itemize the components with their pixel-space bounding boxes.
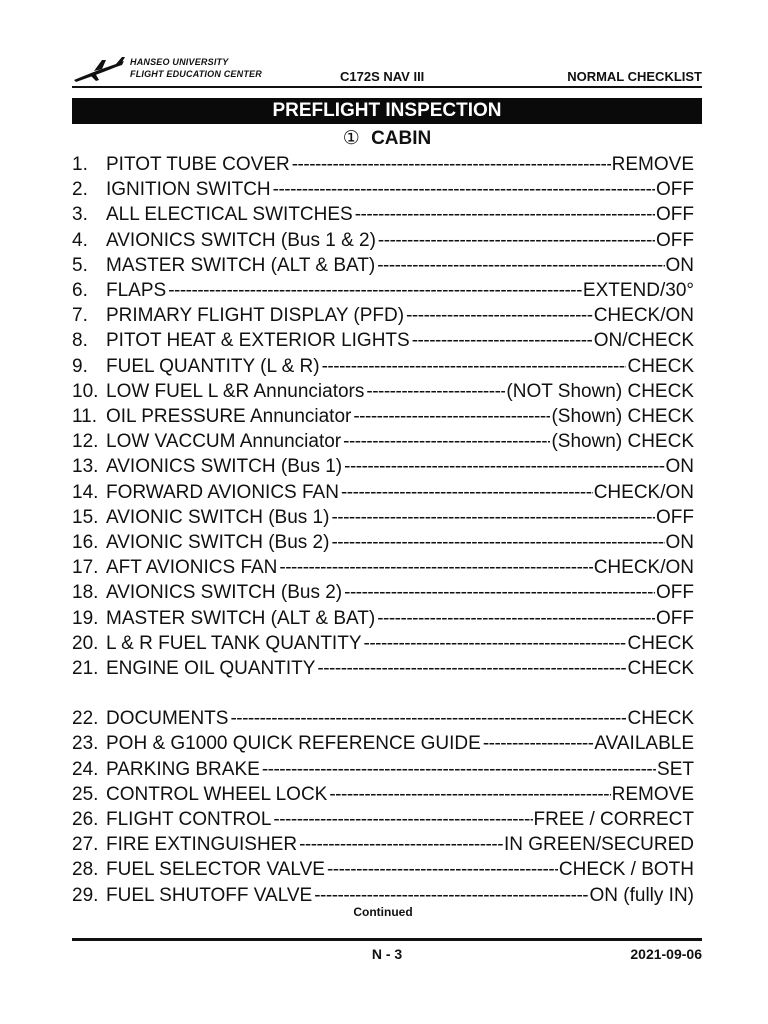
continued-note: Continued xyxy=(353,905,413,919)
item-label: AVIONICS SWITCH (Bus 1 & 2) xyxy=(106,229,376,251)
leader-dashes xyxy=(344,580,655,605)
item-action: ON xyxy=(665,532,694,553)
checklist-item xyxy=(72,832,694,857)
item-label: DOCUMENTS xyxy=(106,708,229,730)
leader-dashes xyxy=(343,429,550,454)
item-action: CHECK / BOTH xyxy=(558,859,694,881)
item-number: 12. xyxy=(72,431,99,453)
leader-dashes xyxy=(273,177,655,202)
leader-dashes xyxy=(355,202,655,227)
item-label: AVIONICS SWITCH (Bus 1) xyxy=(106,456,343,478)
header-divider xyxy=(72,86,702,88)
checklist-item xyxy=(72,857,694,882)
item-number: 2. xyxy=(72,179,88,201)
item-action: ON (fully IN) xyxy=(589,884,694,906)
item-number: 7. xyxy=(72,305,88,327)
item-number: 6. xyxy=(72,280,88,301)
checklist-item xyxy=(72,404,694,429)
checklist-item xyxy=(72,757,694,782)
item-label: IGNITION SWITCH xyxy=(106,179,271,201)
item-number: 15. xyxy=(72,506,99,528)
item-action: OFF xyxy=(656,179,694,201)
item-label: ENGINE OIL QUANTITY xyxy=(106,658,316,679)
section-banner: PREFLIGHT INSPECTION xyxy=(72,98,702,124)
item-number: 21. xyxy=(72,658,99,679)
page-header xyxy=(72,52,702,88)
checklist-item xyxy=(72,354,694,379)
leader-dashes xyxy=(279,555,592,580)
item-action: CHECK/ON xyxy=(593,557,694,579)
leader-dashes xyxy=(317,656,626,681)
checklist-item xyxy=(72,202,694,227)
checklist-item xyxy=(72,505,694,530)
leader-dashes xyxy=(364,631,627,656)
document-title: C172S NAV III xyxy=(340,69,425,84)
item-action: (Shown) CHECK xyxy=(551,431,694,453)
item-label: AVIONICS SWITCH (Bus 2) xyxy=(106,582,343,604)
leader-dashes xyxy=(329,782,610,807)
item-action: IN GREEN/SECURED xyxy=(503,834,694,856)
item-number: 11. xyxy=(72,406,98,427)
item-number: 19. xyxy=(72,607,99,629)
checklist-item xyxy=(72,782,694,807)
leader-dashes xyxy=(230,706,626,731)
item-number: 1. xyxy=(72,154,88,175)
checklist-item xyxy=(72,731,694,756)
item-action: AVAILABLE xyxy=(594,733,694,755)
leader-dashes xyxy=(406,303,593,328)
checklist-item xyxy=(72,530,694,555)
leader-dashes xyxy=(299,832,503,857)
checklist-item xyxy=(72,480,694,505)
item-label: AFT AVIONICS FAN xyxy=(106,557,278,579)
item-number: 29. xyxy=(72,884,99,906)
item-number: 23. xyxy=(72,733,99,755)
item-label: FUEL SELECTOR VALVE xyxy=(106,859,325,881)
item-action: CHECK/ON xyxy=(593,481,694,503)
leader-dashes xyxy=(366,379,505,404)
checklist-item xyxy=(72,278,694,303)
item-action: REMOVE xyxy=(611,783,694,805)
section-heading xyxy=(72,126,702,152)
item-number: 13. xyxy=(72,456,99,478)
item-label: PITOT TUBE COVER xyxy=(106,154,290,175)
item-action: FREE / CORRECT xyxy=(533,809,694,830)
document-type: NORMAL CHECKLIST xyxy=(567,69,702,84)
leader-dashes xyxy=(483,731,594,756)
airplane-logo-icon xyxy=(72,54,128,84)
item-action: REMOVE xyxy=(611,154,694,175)
leader-dashes xyxy=(314,883,588,908)
item-label: PITOT HEAT & EXTERIOR LIGHTS xyxy=(106,330,410,352)
leader-dashes xyxy=(322,354,627,379)
checklist-item xyxy=(72,228,694,253)
page-number: N - 3 xyxy=(371,946,403,962)
item-action: ON xyxy=(665,456,694,478)
item-label: LOW FUEL L &R Annunciators xyxy=(106,380,365,402)
org-name: HANSEO UNIVERSITY xyxy=(130,57,229,67)
checklist-item xyxy=(72,706,694,731)
item-action: (NOT Shown) CHECK xyxy=(506,380,694,402)
org-subname: FLIGHT EDUCATION CENTER xyxy=(130,69,262,79)
item-action: SET xyxy=(657,758,694,780)
item-action: (Shown) CHECK xyxy=(551,406,694,427)
item-number: 26. xyxy=(72,809,99,830)
item-label: LOW VACCUM Annunciator xyxy=(106,431,342,453)
checklist-item xyxy=(72,807,694,832)
item-number: 25. xyxy=(72,783,99,805)
item-action: OFF xyxy=(656,506,694,528)
item-number: 5. xyxy=(72,254,88,276)
leader-dashes xyxy=(331,530,664,555)
item-number: 4. xyxy=(72,229,88,251)
item-label: FLAPS xyxy=(106,280,167,301)
leader-dashes xyxy=(377,606,655,631)
item-label: CONTROL WHEEL LOCK xyxy=(106,783,328,805)
item-label: FUEL QUANTITY (L & R) xyxy=(106,355,320,377)
item-label: MASTER SWITCH (ALT & BAT) xyxy=(106,254,376,276)
checklist-item xyxy=(72,177,694,202)
item-number: 9. xyxy=(72,355,88,377)
item-action: OFF xyxy=(656,582,694,604)
item-action: OFF xyxy=(656,229,694,251)
section-marker: ① xyxy=(342,128,360,149)
item-action: CHECK xyxy=(627,658,694,679)
item-label: POH & G1000 QUICK REFERENCE GUIDE xyxy=(106,733,481,755)
item-number: 17. xyxy=(72,557,99,579)
checklist-item xyxy=(72,429,694,454)
checklist-item xyxy=(72,883,694,908)
leader-dashes xyxy=(168,278,582,303)
leader-dashes xyxy=(378,228,655,253)
leader-dashes xyxy=(292,152,611,177)
item-label: FIRE EXTINGUISHER xyxy=(106,834,298,856)
item-number: 16. xyxy=(72,532,99,553)
item-action: ON/CHECK xyxy=(593,330,694,352)
item-action: ON xyxy=(665,254,694,276)
section-title: CABIN xyxy=(371,128,432,149)
leader-dashes xyxy=(327,857,558,882)
item-number: 18. xyxy=(72,582,99,604)
item-label: AVIONIC SWITCH (Bus 1) xyxy=(106,506,330,528)
checklist-item xyxy=(72,253,694,278)
leader-dashes xyxy=(262,757,656,782)
checklist-item xyxy=(72,656,694,681)
checklist-item xyxy=(72,631,694,656)
leader-dashes xyxy=(353,404,550,429)
item-label: PARKING BRAKE xyxy=(106,758,260,780)
item-number: 14. xyxy=(72,481,99,503)
item-label: FLIGHT CONTROL xyxy=(106,809,272,830)
checklist-item xyxy=(72,152,694,177)
item-number: 8. xyxy=(72,330,88,352)
item-number: 24. xyxy=(72,758,99,780)
item-action: EXTEND/30° xyxy=(582,280,694,301)
checklist-item xyxy=(72,303,694,328)
item-label: FUEL SHUTOFF VALVE xyxy=(106,884,313,906)
item-label: FORWARD AVIONICS FAN xyxy=(106,481,339,503)
checklist-item xyxy=(72,580,694,605)
checklist-item xyxy=(72,454,694,479)
item-number: 3. xyxy=(72,204,88,226)
checklist-item xyxy=(72,328,694,353)
item-number: 20. xyxy=(72,632,99,654)
leader-dashes xyxy=(412,328,593,353)
item-action: CHECK xyxy=(627,632,694,654)
item-label: L & R FUEL TANK QUANTITY xyxy=(106,632,362,654)
item-number: 27. xyxy=(72,834,99,856)
item-label: MASTER SWITCH (ALT & BAT) xyxy=(106,607,376,629)
item-action: CHECK/ON xyxy=(593,305,694,327)
item-label: OIL PRESSURE Annunciator xyxy=(106,406,352,427)
item-action: OFF xyxy=(656,204,694,226)
leader-dashes xyxy=(377,253,664,278)
item-number: 22. xyxy=(72,708,99,730)
item-number: 10. xyxy=(72,380,99,402)
item-action: CHECK xyxy=(627,708,694,730)
checklist-item xyxy=(72,555,694,580)
leader-dashes xyxy=(273,807,532,832)
leader-dashes xyxy=(341,480,593,505)
footer-divider xyxy=(72,938,702,941)
item-action: CHECK xyxy=(627,355,694,377)
revision-date: 2021-09-06 xyxy=(630,946,702,962)
item-label: AVIONIC SWITCH (Bus 2) xyxy=(106,532,330,553)
leader-dashes xyxy=(344,454,664,479)
item-label: ALL ELECTICAL SWITCHES xyxy=(106,204,353,226)
checklist-item xyxy=(72,379,694,404)
item-label: PRIMARY FLIGHT DISPLAY (PFD) xyxy=(106,305,405,327)
item-number: 28. xyxy=(72,859,99,881)
item-action: OFF xyxy=(656,607,694,629)
leader-dashes xyxy=(331,505,655,530)
checklist-item xyxy=(72,606,694,631)
